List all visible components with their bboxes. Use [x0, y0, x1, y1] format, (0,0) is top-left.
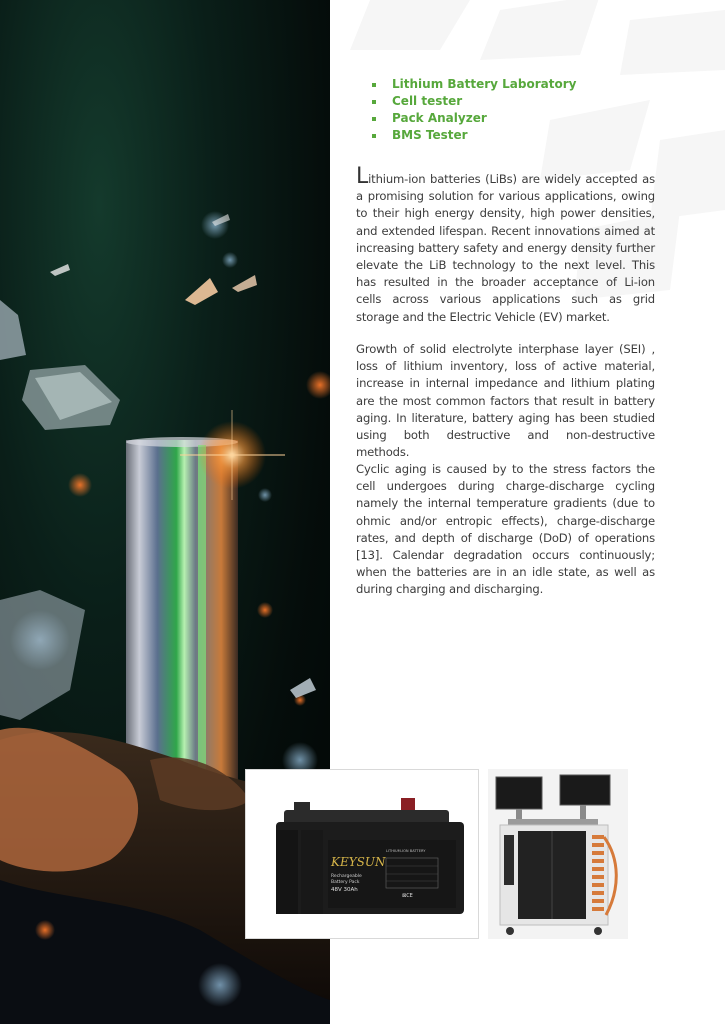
bullet-icon: [372, 100, 376, 104]
svg-text:LITHIUM-ION BATTERY: LITHIUM-ION BATTERY: [386, 849, 426, 853]
bullet-icon: [372, 134, 376, 138]
battery-brand: KEYSUN: [331, 855, 386, 869]
bullet-icon: [372, 117, 376, 121]
list-item: Cell tester: [372, 93, 576, 110]
svg-text:⊠CE: ⊠CE: [402, 893, 413, 899]
list-item: BMS Tester: [372, 127, 576, 144]
pack-analyzer-photo: [488, 769, 628, 939]
svg-text:48V 30Ah: 48V 30Ah: [331, 887, 358, 893]
svg-text:Battery Pack: Battery Pack: [331, 880, 360, 885]
cyclic-aging-paragraph: Cyclic aging is caused by to the stress factors the cell undergoes during charge-discharge cycling namely the internal temperature gradients (due to ohmic and/or entropic effects), charge-discharge rates, and depth of discharge (DoD) of operations [13]. Calendar degradation occurs continuously; when the batteries are in an idle state, as well as during charging and discharging.: [356, 462, 655, 597]
battery-pack-illustration: [246, 770, 478, 938]
analyzer-station-illustration: [488, 769, 628, 939]
aging-factors-paragraph: Growth of solid electrolyte interphase layer (SEI) , loss of lithium inventory, loss of active material, increase in internal impedance and lithium plating are the most common factors that result in battery aging. In literature, battery aging has been studied using both destructive and non-destructive methods.: [356, 342, 655, 460]
drop-cap: L: [356, 164, 369, 189]
capabilities-list: [372, 76, 576, 144]
battery-pack-photo: [245, 769, 479, 939]
list-item: Lithium Battery Laboratory: [372, 76, 576, 93]
list-item: Pack Analyzer: [372, 110, 576, 127]
svg-text:Rechargeable: Rechargeable: [331, 874, 362, 879]
bullet-icon: [372, 83, 376, 87]
intro-paragraph: Lithium-ion batteries (LiBs) are widely accepted as a promising solution for various applications, owing to their high energy density, high power densities, and extended lifespan. Recent innovations aimed at increasing battery safety and energy density further elevate the LiB technology to the next level. This has resulted in the broader acceptance of Li-ion cells across various applications such as grid storage and the Electric Vehicle (EV) market.: [356, 164, 655, 324]
